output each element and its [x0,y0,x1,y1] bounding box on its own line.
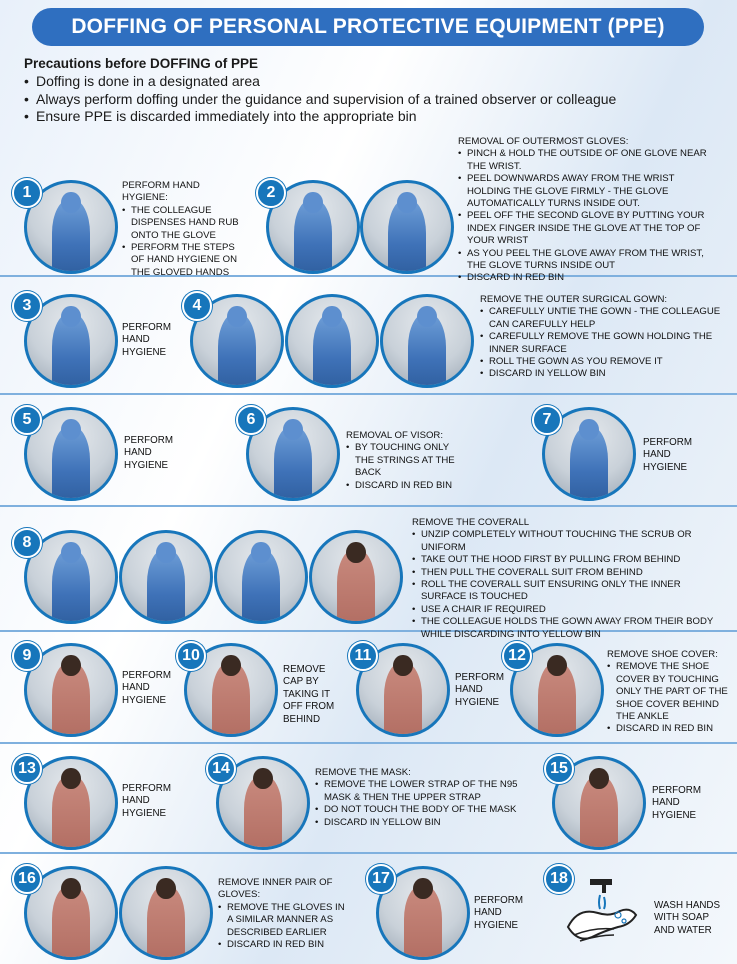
title-banner [32,8,704,46]
step-number-10: 10 [176,641,206,671]
step-2-item: • PEEL OFF THE SECOND GLOVE BY PUTTING YOUR INDEX FINGER INSIDE THE GLOVE AT THE TOP OF YOUR WRIST [458,210,718,247]
step-16-description [218,877,350,951]
step-6-item: • DISCARD IN RED BIN [346,480,466,492]
step-4-item: • ROLL THE GOWN AS YOU REMOVE IT [480,356,722,368]
row-divider [0,393,737,395]
precautions-section [24,56,714,126]
step-4-item: • CAREFULLY REMOVE THE GOWN HOLDING THE INNER SURFACE [480,331,722,356]
step-8-item: • ROLL THE COVERALL SUIT ENSURING ONLY THE INNER SURFACE IS TOUCHED [412,579,724,604]
step-14-item: • DO NOT TOUCH THE BODY OF THE MASK [315,804,525,816]
step-4-photo-c [380,294,474,388]
step-12-heading: REMOVE SHOE COVER: [607,649,718,660]
precautions-heading: Precautions before DOFFING of PPE [24,56,259,71]
step-number-5: 5 [12,405,42,435]
step-16-photo-b [119,866,213,960]
step-3-description: PERFORM HAND HYGIENE [122,322,171,358]
step-10-description: REMOVE CAP BY TAKING IT OFF FROM BEHIND [283,664,335,725]
step-5-description: PERFORM HAND HYGIENE [124,435,173,471]
precautions-list [24,73,714,126]
step-2-item: • PEEL DOWNWARDS AWAY FROM THE WRIST HOLDING THE GLOVE FIRMLY - THE GLOVE AUTOMATICALLY TURNS INSIDE OUT. [458,173,718,210]
step-8-photo-c [214,530,308,624]
step-4-item: • DISCARD IN YELLOW BIN [480,368,722,380]
step-2-photo-b [360,180,454,274]
step-11-description: PERFORM HAND HYGIENE [455,672,504,708]
step-17-description: PERFORM HAND HYGIENE [474,895,523,931]
step-8-photo-b [119,530,213,624]
step-2-item: • DISCARD IN RED BIN [458,272,718,284]
step-1-description [122,180,248,279]
step-number-15: 15 [544,754,574,784]
step-number-12: 12 [502,641,532,671]
step-1-item: • PERFORM THE STEPS OF HAND HYGIENE ON THE GLOVED HANDS [122,242,248,279]
step-number-1: 1 [12,178,42,208]
step-4-photo-b [285,294,379,388]
step-number-3: 3 [12,291,42,321]
step-8-heading: REMOVE THE COVERALL [412,517,530,528]
step-9-description: PERFORM HAND HYGIENE [122,670,171,706]
step-2-item: • PINCH & HOLD THE OUTSIDE OF ONE GLOVE NEAR THE WRIST. [458,148,718,173]
step-number-7: 7 [532,405,562,435]
step-14-heading: REMOVE THE MASK: [315,767,411,778]
handwash-icon [560,875,642,955]
step-4-item: • CAREFULLY UNTIE THE GOWN - THE COLLEAGUE CAN CAREFULLY HELP [480,306,722,331]
step-14-item: • DISCARD IN YELLOW BIN [315,817,525,829]
step-2-item: • AS YOU PEEL THE GLOVE AWAY FROM THE WRIST, THE GLOVE TURNS INSIDE OUT [458,248,718,273]
row-divider [0,505,737,507]
step-4-heading: REMOVE THE OUTER SURGICAL GOWN: [480,294,668,305]
step-13-description: PERFORM HAND HYGIENE [122,783,171,819]
step-number-4: 4 [182,291,212,321]
step-14-description [315,767,525,829]
step-4-description [480,294,722,381]
step-number-17: 17 [366,864,396,894]
step-8-item: • UNZIP COMPLETELY WITHOUT TOUCHING THE SCRUB OR UNIFORM [412,529,724,554]
step-2-heading: REMOVAL OF OUTERMOST GLOVES: [458,136,629,147]
step-8-photo-d [309,530,403,624]
step-number-9: 9 [12,641,42,671]
step-6-heading: REMOVAL OF VISOR: [346,430,444,441]
step-number-16: 16 [12,864,42,894]
precaution-item: • Always perform doffing under the guidance and supervision of a trained observer or colleague [24,91,714,109]
step-1-item: • THE COLLEAGUE DISPENSES HAND RUB ONTO THE GLOVE [122,205,248,242]
step-number-18: 18 [544,864,574,894]
step-16-item: • DISCARD IN RED BIN [218,939,350,951]
step-2-description [458,136,718,285]
step-8-description [412,517,724,641]
step-14-item: • REMOVE THE LOWER STRAP OF THE N95 MASK & THEN THE UPPER STRAP [315,779,525,804]
step-7-description: PERFORM HAND HYGIENE [643,437,692,473]
step-number-11: 11 [348,641,378,671]
step-15-description: PERFORM HAND HYGIENE [652,785,701,821]
step-8-item: • TAKE OUT THE HOOD FIRST BY PULLING FROM BEHIND [412,554,724,566]
precaution-item: • Doffing is done in a designated area [24,73,714,91]
step-8-item: • USE A CHAIR IF REQUIRED [412,604,724,616]
step-number-2: 2 [256,178,286,208]
step-number-8: 8 [12,528,42,558]
step-8-item: • THE COLLEAGUE HOLDS THE GOWN AWAY FROM THEIR BODY WHILE DISCARDING INTO YELLOW BIN [412,616,724,641]
step-8-item: • THEN PULL THE COVERALL SUIT FROM BEHIND [412,567,724,579]
row-divider [0,742,737,744]
step-12-item: • DISCARD IN RED BIN [607,723,731,735]
step-16-heading: REMOVE INNER PAIR OF GLOVES: [218,877,333,901]
step-6-description [346,430,466,492]
step-number-6: 6 [236,405,266,435]
precaution-item: • Ensure PPE is discarded immediately into the appropriate bin [24,108,714,126]
step-number-13: 13 [12,754,42,784]
step-number-14: 14 [206,754,236,784]
step-6-item: • BY TOUCHING ONLY THE STRINGS AT THE BACK [346,442,466,479]
step-12-description [607,649,731,736]
step-12-item: • REMOVE THE SHOE COVER BY TOUCHING ONLY THE PART OF THE SHOE COVER BEHIND THE ANKLE [607,661,731,723]
step-18-description: WASH HANDS WITH SOAP AND WATER [654,900,721,936]
page-title: DOFFING OF PERSONAL PROTECTIVE EQUIPMENT (PPE) [71,15,665,38]
step-1-heading: PERFORM HAND HYGIENE: [122,180,200,204]
row-divider [0,852,737,854]
step-16-item: • REMOVE THE GLOVES IN A SIMILAR MANNER AS DESCRIBED EARLIER [218,902,350,939]
